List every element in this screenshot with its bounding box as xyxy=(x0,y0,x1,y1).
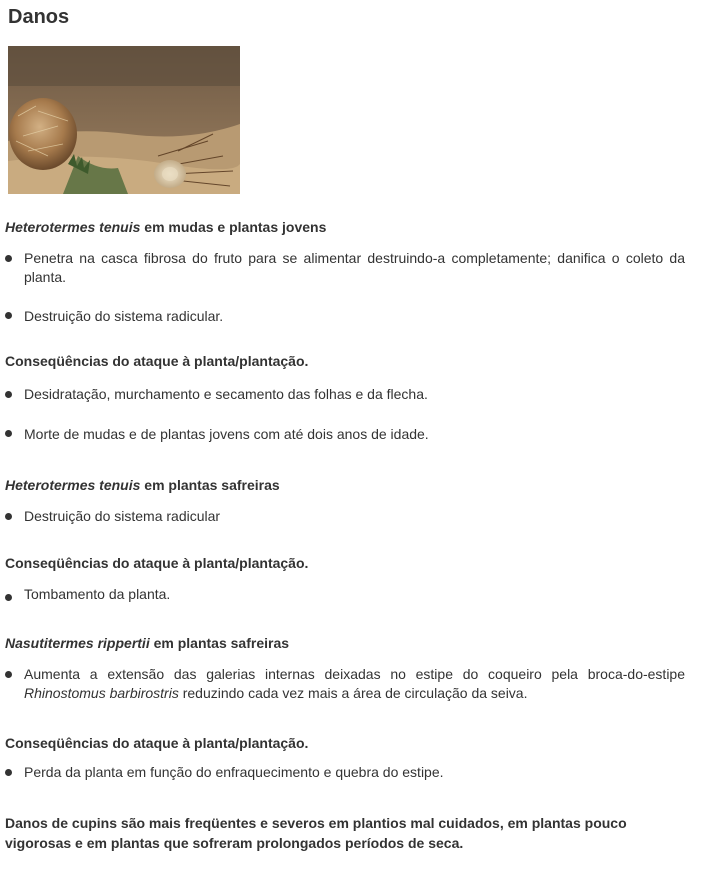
list-item: Tombamento da planta. xyxy=(5,585,685,604)
list-item: Perda da planta em função do enfraquecimento e quebra do estipe. xyxy=(5,763,685,782)
bullet-icon xyxy=(5,594,12,601)
section-heading: Heterotermes tenuis em mudas e plantas jovens xyxy=(5,219,327,235)
list-item: Penetra na casca fibrosa do fruto para se alimentar destruindo-a completamente; danifica o coleto da planta. xyxy=(5,249,685,287)
bullet-icon xyxy=(5,513,12,520)
bullet-icon xyxy=(5,312,12,319)
section-heading: Nasutitermes rippertii em plantas safreiras xyxy=(5,635,290,651)
section-heading: Conseqüências do ataque à planta/plantação. xyxy=(5,353,309,369)
list-item: Morte de mudas e de plantas jovens com até dois anos de idade. xyxy=(5,425,685,444)
section-heading: Conseqüências do ataque à planta/plantação. xyxy=(5,735,309,751)
list-item: Desidratação, murchamento e secamento das folhas e da flecha. xyxy=(5,385,685,404)
bullet-icon xyxy=(5,391,12,398)
bullet-icon xyxy=(5,255,12,262)
list-item: Aumenta a extensão das galerias internas deixadas no estipe do coqueiro pela broca-do-estipe Rhinostomus barbirostris reduzindo cada vez mais a área de circulação da seiva. xyxy=(5,665,685,703)
bullet-icon xyxy=(5,671,12,678)
page-title: Danos xyxy=(8,6,70,28)
summary-note: Danos de cupins são mais freqüentes e severos em plantios mal cuidados, em plantas pouco vigorosas e em plantas que sofreram prolongados períodos de seca. xyxy=(5,815,627,851)
section-heading: Heterotermes tenuis em plantas safreiras xyxy=(5,477,280,493)
termite-damage-photo xyxy=(8,46,240,194)
list-item: Destruição do sistema radicular xyxy=(5,507,685,526)
bullet-icon xyxy=(5,430,12,437)
bullet-icon xyxy=(5,769,12,776)
section-heading: Conseqüências do ataque à planta/plantação. xyxy=(5,555,309,571)
list-item: Destruição do sistema radicular. xyxy=(5,307,685,326)
